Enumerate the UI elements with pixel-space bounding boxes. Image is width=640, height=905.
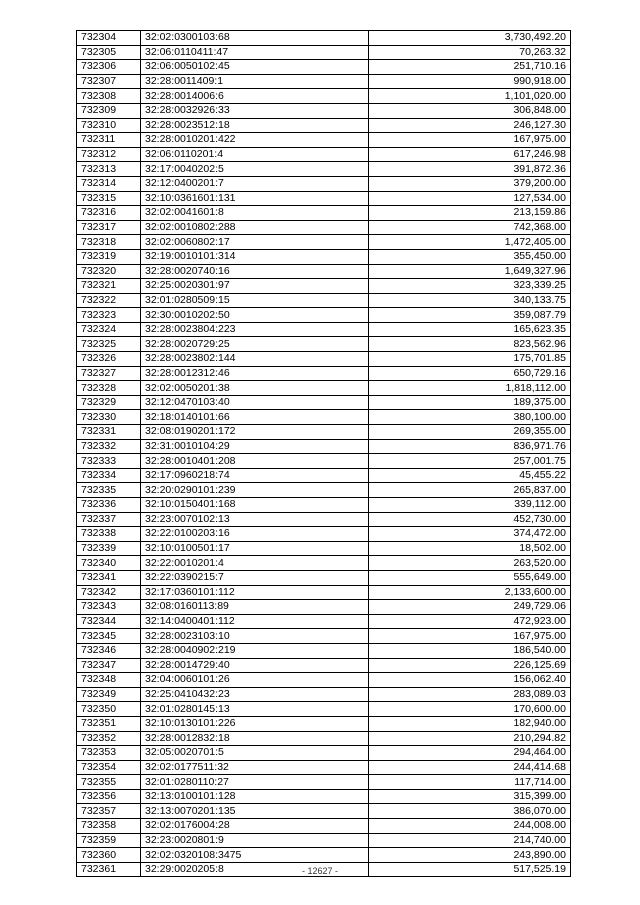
value-cell: 165,623.35 (369, 322, 571, 337)
value-cell: 263,520.00 (369, 556, 571, 571)
value-cell: 3,730,492.20 (369, 31, 571, 46)
value-cell: 306,848.00 (369, 103, 571, 118)
value-cell: 391,872.36 (369, 162, 571, 177)
row-number-cell: 732315 (77, 191, 141, 206)
cadastral-number-cell: 32:12:0470103:40 (141, 395, 369, 410)
cadastral-number-cell: 32:25:0410432:23 (141, 687, 369, 702)
table-row (77, 60, 571, 75)
value-cell: 380,100.00 (369, 410, 571, 425)
cadastral-number-cell: 32:28:0040902:219 (141, 643, 369, 658)
cadastral-number-cell: 32:19:0010101:314 (141, 249, 369, 264)
table-row (77, 775, 571, 790)
value-cell: 650,729.16 (369, 366, 571, 381)
table-row (77, 687, 571, 702)
row-number-cell: 732338 (77, 527, 141, 542)
row-number-cell: 732323 (77, 308, 141, 323)
cadastral-number-cell: 32:28:0023512:18 (141, 118, 369, 133)
cadastral-number-cell: 32:28:0020729:25 (141, 337, 369, 352)
row-number-cell: 732348 (77, 673, 141, 688)
value-cell: 379,200.00 (369, 176, 571, 191)
cadastral-number-cell: 32:28:0023103:10 (141, 629, 369, 644)
table-row (77, 337, 571, 352)
row-number-cell: 732345 (77, 629, 141, 644)
table-row (77, 89, 571, 104)
row-number-cell: 732319 (77, 249, 141, 264)
table-row (77, 585, 571, 600)
table-row (77, 103, 571, 118)
cadastral-number-cell: 32:02:0176004:28 (141, 819, 369, 834)
value-cell: 374,472.00 (369, 527, 571, 542)
cadastral-number-cell: 32:28:0014006:6 (141, 89, 369, 104)
value-cell: 1,818,112.00 (369, 381, 571, 396)
row-number-cell: 732332 (77, 439, 141, 454)
table-row (77, 439, 571, 454)
value-cell: 186,540.00 (369, 643, 571, 658)
cadastral-number-cell: 32:06:0110411:47 (141, 45, 369, 60)
cadastral-number-cell: 32:13:0100101:128 (141, 789, 369, 804)
cadastral-number-cell: 32:28:0012312:46 (141, 366, 369, 381)
value-cell: 18,502.00 (369, 541, 571, 556)
value-cell: 70,263.32 (369, 45, 571, 60)
row-number-cell: 732334 (77, 468, 141, 483)
row-number-cell: 732318 (77, 235, 141, 250)
row-number-cell: 732337 (77, 512, 141, 527)
cadastral-number-cell: 32:02:0050201:38 (141, 381, 369, 396)
row-number-cell: 732317 (77, 220, 141, 235)
cadastral-number-cell: 32:31:0010104:29 (141, 439, 369, 454)
value-cell: 1,101,020.00 (369, 89, 571, 104)
table-row (77, 74, 571, 89)
cadastral-number-cell: 32:30:0010202:50 (141, 308, 369, 323)
cadastral-number-cell: 32:08:0190201:172 (141, 425, 369, 440)
cadastral-number-cell: 32:10:0150401:168 (141, 498, 369, 513)
table-row (77, 425, 571, 440)
table-row (77, 366, 571, 381)
table-row (77, 468, 571, 483)
cadastral-number-cell: 32:01:0280110:27 (141, 775, 369, 790)
row-number-cell: 732322 (77, 293, 141, 308)
cadastral-number-cell: 32:22:0100203:16 (141, 527, 369, 542)
row-number-cell: 732358 (77, 819, 141, 834)
row-number-cell: 732357 (77, 804, 141, 819)
row-number-cell: 732313 (77, 162, 141, 177)
row-number-cell: 732316 (77, 206, 141, 221)
table-row (77, 454, 571, 469)
row-number-cell: 732352 (77, 731, 141, 746)
cadastral-number-cell: 32:20:0290101:239 (141, 483, 369, 498)
row-number-cell: 732353 (77, 746, 141, 761)
cadastral-number-cell: 32:12:0400201:7 (141, 176, 369, 191)
table-row (77, 527, 571, 542)
row-number-cell: 732342 (77, 585, 141, 600)
table-row (77, 731, 571, 746)
row-number-cell: 732339 (77, 541, 141, 556)
table-row (77, 220, 571, 235)
cadastral-number-cell: 32:06:0050102:45 (141, 60, 369, 75)
cadastral-number-cell: 32:06:0110201:4 (141, 147, 369, 162)
table-row (77, 133, 571, 148)
cadastral-number-cell: 32:02:0010802:288 (141, 220, 369, 235)
value-cell: 836,971.76 (369, 439, 571, 454)
table-row (77, 541, 571, 556)
cadastral-number-cell: 32:25:0020301:97 (141, 279, 369, 294)
value-cell: 167,975.00 (369, 133, 571, 148)
row-number-cell: 732328 (77, 381, 141, 396)
value-cell: 323,339.25 (369, 279, 571, 294)
value-cell: 1,472,405.00 (369, 235, 571, 250)
cadastral-number-cell: 32:01:0280145:13 (141, 702, 369, 717)
row-number-cell: 732326 (77, 352, 141, 367)
table-row (77, 264, 571, 279)
value-cell: 823,562.96 (369, 337, 571, 352)
table-row (77, 191, 571, 206)
row-number-cell: 732346 (77, 643, 141, 658)
row-number-cell: 732333 (77, 454, 141, 469)
row-number-cell: 732347 (77, 658, 141, 673)
row-number-cell: 732308 (77, 89, 141, 104)
cadastral-number-cell: 32:22:0010201:4 (141, 556, 369, 571)
value-cell: 175,701.85 (369, 352, 571, 367)
cadastral-number-cell: 32:10:0361601:131 (141, 191, 369, 206)
row-number-cell: 732330 (77, 410, 141, 425)
value-cell: 742,368.00 (369, 220, 571, 235)
value-cell: 45,455.22 (369, 468, 571, 483)
table-row (77, 614, 571, 629)
value-cell: 214,740.00 (369, 833, 571, 848)
value-cell: 315,399.00 (369, 789, 571, 804)
table-row (77, 381, 571, 396)
table-row (77, 512, 571, 527)
value-cell: 244,414.68 (369, 760, 571, 775)
cadastral-number-cell: 32:28:0023802:144 (141, 352, 369, 367)
table-row (77, 702, 571, 717)
value-cell: 340,133.75 (369, 293, 571, 308)
row-number-cell: 732311 (77, 133, 141, 148)
table-row (77, 643, 571, 658)
table-row (77, 147, 571, 162)
cadastral-number-cell: 32:23:0020801:9 (141, 833, 369, 848)
row-number-cell: 732354 (77, 760, 141, 775)
cadastral-value-table (76, 30, 571, 877)
table-row (77, 31, 571, 46)
row-number-cell: 732356 (77, 789, 141, 804)
cadastral-number-cell: 32:23:0070102:13 (141, 512, 369, 527)
value-cell: 472,923.00 (369, 614, 571, 629)
table-row (77, 600, 571, 615)
value-cell: 213,159.86 (369, 206, 571, 221)
value-cell: 189,375.00 (369, 395, 571, 410)
cadastral-number-cell: 32:05:0020701:5 (141, 746, 369, 761)
value-cell: 617,246.98 (369, 147, 571, 162)
row-number-cell: 732360 (77, 848, 141, 863)
row-number-cell: 732327 (77, 366, 141, 381)
cadastral-number-cell: 32:28:0023804:223 (141, 322, 369, 337)
cadastral-number-cell: 32:18:0140101:66 (141, 410, 369, 425)
value-cell: 355,450.00 (369, 249, 571, 264)
value-cell: 167,975.00 (369, 629, 571, 644)
table-row (77, 206, 571, 221)
cadastral-number-cell: 32:02:0060802:17 (141, 235, 369, 250)
table-row (77, 308, 571, 323)
table-body (77, 31, 571, 877)
value-cell: 359,087.79 (369, 308, 571, 323)
cadastral-number-cell: 32:14:0400401:112 (141, 614, 369, 629)
row-number-cell: 732304 (77, 31, 141, 46)
value-cell: 283,089.03 (369, 687, 571, 702)
table-row (77, 746, 571, 761)
value-cell: 246,127.30 (369, 118, 571, 133)
value-cell: 452,730.00 (369, 512, 571, 527)
row-number-cell: 732331 (77, 425, 141, 440)
cadastral-number-cell: 32:02:0041601:8 (141, 206, 369, 221)
table-row (77, 804, 571, 819)
value-cell: 294,464.00 (369, 746, 571, 761)
cadastral-number-cell: 32:28:0011409:1 (141, 74, 369, 89)
row-number-cell: 732305 (77, 45, 141, 60)
value-cell: 555,649.00 (369, 570, 571, 585)
row-number-cell: 732329 (77, 395, 141, 410)
value-cell: 257,001.75 (369, 454, 571, 469)
cadastral-number-cell: 32:22:0390215:7 (141, 570, 369, 585)
row-number-cell: 732307 (77, 74, 141, 89)
row-number-cell: 732324 (77, 322, 141, 337)
cadastral-number-cell: 32:10:0100501:17 (141, 541, 369, 556)
row-number-cell: 732335 (77, 483, 141, 498)
row-number-cell: 732336 (77, 498, 141, 513)
table-row (77, 395, 571, 410)
row-number-cell: 732361 (77, 862, 141, 877)
table-row (77, 498, 571, 513)
table-row (77, 658, 571, 673)
cadastral-number-cell: 32:02:0177511:32 (141, 760, 369, 775)
cadastral-number-cell: 32:17:0040202:5 (141, 162, 369, 177)
table-row (77, 716, 571, 731)
value-cell: 127,534.00 (369, 191, 571, 206)
value-cell: 226,125.69 (369, 658, 571, 673)
cadastral-number-cell: 32:28:0010201:422 (141, 133, 369, 148)
value-cell: 170,600.00 (369, 702, 571, 717)
table-row (77, 570, 571, 585)
value-cell: 244,008.00 (369, 819, 571, 834)
row-number-cell: 732340 (77, 556, 141, 571)
cadastral-number-cell: 32:02:0300103:68 (141, 31, 369, 46)
row-number-cell: 732341 (77, 570, 141, 585)
cadastral-number-cell: 32:02:0320108:3475 (141, 848, 369, 863)
table-row (77, 249, 571, 264)
row-number-cell: 732309 (77, 103, 141, 118)
value-cell: 1,649,327.96 (369, 264, 571, 279)
table-row (77, 162, 571, 177)
page-number: - 12627 - (301, 866, 339, 876)
table-row (77, 279, 571, 294)
row-number-cell: 732344 (77, 614, 141, 629)
value-cell: 182,940.00 (369, 716, 571, 731)
cadastral-number-cell: 32:17:0960218:74 (141, 468, 369, 483)
table-row (77, 176, 571, 191)
table-row (77, 556, 571, 571)
table-row (77, 118, 571, 133)
row-number-cell: 732350 (77, 702, 141, 717)
row-number-cell: 732359 (77, 833, 141, 848)
cadastral-number-cell: 32:04:0060101:26 (141, 673, 369, 688)
value-cell: 210,294.82 (369, 731, 571, 746)
row-number-cell: 732312 (77, 147, 141, 162)
row-number-cell: 732306 (77, 60, 141, 75)
table-row (77, 235, 571, 250)
cadastral-number-cell: 32:29:0020205:8 (141, 862, 369, 877)
table-row (77, 45, 571, 60)
table-row (77, 789, 571, 804)
row-number-cell: 732325 (77, 337, 141, 352)
table-row (77, 673, 571, 688)
table-row (77, 352, 571, 367)
cadastral-number-cell: 32:08:0160113:89 (141, 600, 369, 615)
cadastral-number-cell: 32:13:0070201:135 (141, 804, 369, 819)
table-row (77, 848, 571, 863)
cadastral-number-cell: 32:28:0014729:40 (141, 658, 369, 673)
value-cell: 990,918.00 (369, 74, 571, 89)
cadastral-number-cell: 32:28:0020740:16 (141, 264, 369, 279)
value-cell: 251,710.16 (369, 60, 571, 75)
table-row (77, 629, 571, 644)
row-number-cell: 732314 (77, 176, 141, 191)
row-number-cell: 732310 (77, 118, 141, 133)
value-cell: 339,112.00 (369, 498, 571, 513)
value-cell: 269,355.00 (369, 425, 571, 440)
table-row (77, 833, 571, 848)
value-cell: 517,525.19 (369, 862, 571, 877)
row-number-cell: 732349 (77, 687, 141, 702)
row-number-cell: 732343 (77, 600, 141, 615)
table-row (77, 410, 571, 425)
table-row (77, 819, 571, 834)
row-number-cell: 732320 (77, 264, 141, 279)
table-row (77, 483, 571, 498)
table-row (77, 293, 571, 308)
cadastral-number-cell: 32:28:0010401:208 (141, 454, 369, 469)
cadastral-number-cell: 32:01:0280509:15 (141, 293, 369, 308)
value-cell: 117,714.00 (369, 775, 571, 790)
cadastral-number-cell: 32:28:0012832:18 (141, 731, 369, 746)
value-cell: 243,890.00 (369, 848, 571, 863)
table-row (77, 322, 571, 337)
value-cell: 249,729.06 (369, 600, 571, 615)
row-number-cell: 732355 (77, 775, 141, 790)
table-row (77, 760, 571, 775)
cadastral-number-cell: 32:17:0360101:112 (141, 585, 369, 600)
row-number-cell: 732351 (77, 716, 141, 731)
value-cell: 386,070.00 (369, 804, 571, 819)
value-cell: 2,133,600.00 (369, 585, 571, 600)
row-number-cell: 732321 (77, 279, 141, 294)
cadastral-number-cell: 32:10:0130101:226 (141, 716, 369, 731)
value-cell: 265,837.00 (369, 483, 571, 498)
cadastral-number-cell: 32:28:0032926:33 (141, 103, 369, 118)
value-cell: 156,062.40 (369, 673, 571, 688)
